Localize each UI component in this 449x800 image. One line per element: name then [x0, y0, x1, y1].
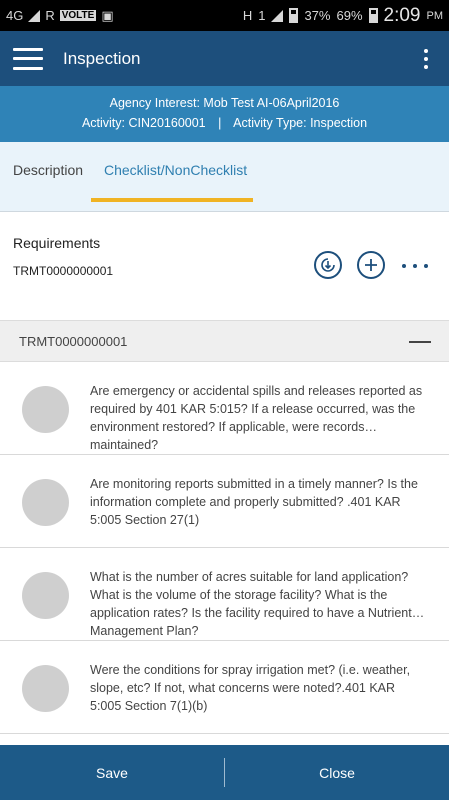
requirements-header — [0, 213, 449, 320]
battery-icon-b — [369, 8, 378, 23]
tab-description[interactable]: Description — [13, 162, 84, 178]
section-code: TRMT0000000001 — [19, 334, 128, 349]
agency-interest-label: Agency Interest: — [109, 96, 200, 110]
add-icon[interactable] — [357, 251, 385, 279]
info-separator: | — [218, 116, 222, 130]
activity-type-label: Activity Type: — [233, 116, 307, 130]
checklist-item[interactable] — [0, 641, 449, 734]
menu-icon[interactable] — [13, 48, 43, 70]
status-circle-icon[interactable] — [22, 479, 69, 526]
page-title: Inspection — [63, 48, 141, 68]
activity-info-banner — [0, 86, 449, 142]
checklist-item[interactable] — [0, 362, 449, 455]
status-circle-icon[interactable] — [22, 572, 69, 619]
activity-row — [0, 113, 449, 133]
tab-checklist[interactable]: Checklist/NonChecklist — [104, 162, 248, 178]
battery-percent-a: 37% — [304, 8, 331, 23]
checklist-item[interactable] — [0, 455, 449, 548]
network-indicator: 4G — [6, 8, 24, 23]
bottom-action-bar — [0, 745, 449, 800]
activity-value: CIN20160001 — [128, 116, 206, 130]
more-options-icon[interactable] — [402, 264, 428, 268]
sync-icon[interactable] — [314, 251, 342, 279]
image-icon: ▣ — [101, 7, 114, 23]
sim-indicator: H — [242, 8, 253, 23]
requirement-code: TRMT0000000001 — [13, 264, 114, 278]
battery-icon-a — [289, 8, 298, 23]
status-circle-icon[interactable] — [22, 665, 69, 712]
roaming-indicator: R — [45, 8, 55, 23]
requirements-label: Requirements — [13, 235, 101, 251]
signal-strength-icon — [271, 10, 283, 22]
clock: 2:09 — [383, 4, 421, 26]
close-button[interactable]: Close — [319, 764, 355, 781]
agency-interest-row — [0, 93, 449, 113]
checklist-item[interactable] — [0, 548, 449, 641]
agency-interest-value: Mob Test AI-06April2016 — [203, 96, 340, 110]
checklist-question: What is the number of acres suitable for land application? What is the volume of the storage facility? What is the application rates? Is the facility required to have a Nutrient Management Plan? — [90, 570, 412, 638]
checklist-question: Are emergency or accidental spills and releases reported as required by 401 KAR 5:015? If a release occurred, was the environment restored? If applicable, were records maintained? — [90, 384, 423, 452]
checklist — [0, 362, 449, 734]
active-tab-indicator — [91, 198, 253, 202]
requirement-section-header[interactable] — [0, 320, 449, 362]
checklist-question: Were the conditions for spray irrigation met? (i.e. weather, slope, etc? If not, what concerns were noted?.401 KAR 5:005 Section 7(1)(b) — [90, 663, 411, 713]
volte-badge: VOLTE — [61, 10, 95, 21]
status-circle-icon[interactable] — [22, 386, 69, 433]
collapse-icon[interactable] — [409, 341, 431, 343]
status-bar — [0, 0, 449, 31]
save-button[interactable]: Save — [96, 764, 128, 781]
battery-percent-b: 69% — [336, 8, 363, 23]
signal-icon — [28, 10, 40, 22]
tab-bar — [0, 142, 449, 212]
activity-type-value: Inspection — [310, 116, 368, 130]
activity-label: Activity: — [81, 116, 125, 130]
clock-period: PM — [426, 9, 443, 22]
app-bar — [0, 31, 449, 86]
checklist-question: Are monitoring reports submitted in a timely manner? Is the information complete and properly submitted? .401 KAR 5:005 Section 27(1) — [90, 477, 418, 527]
overflow-menu-icon[interactable] — [423, 49, 429, 69]
sim-number: 1 — [258, 8, 266, 23]
